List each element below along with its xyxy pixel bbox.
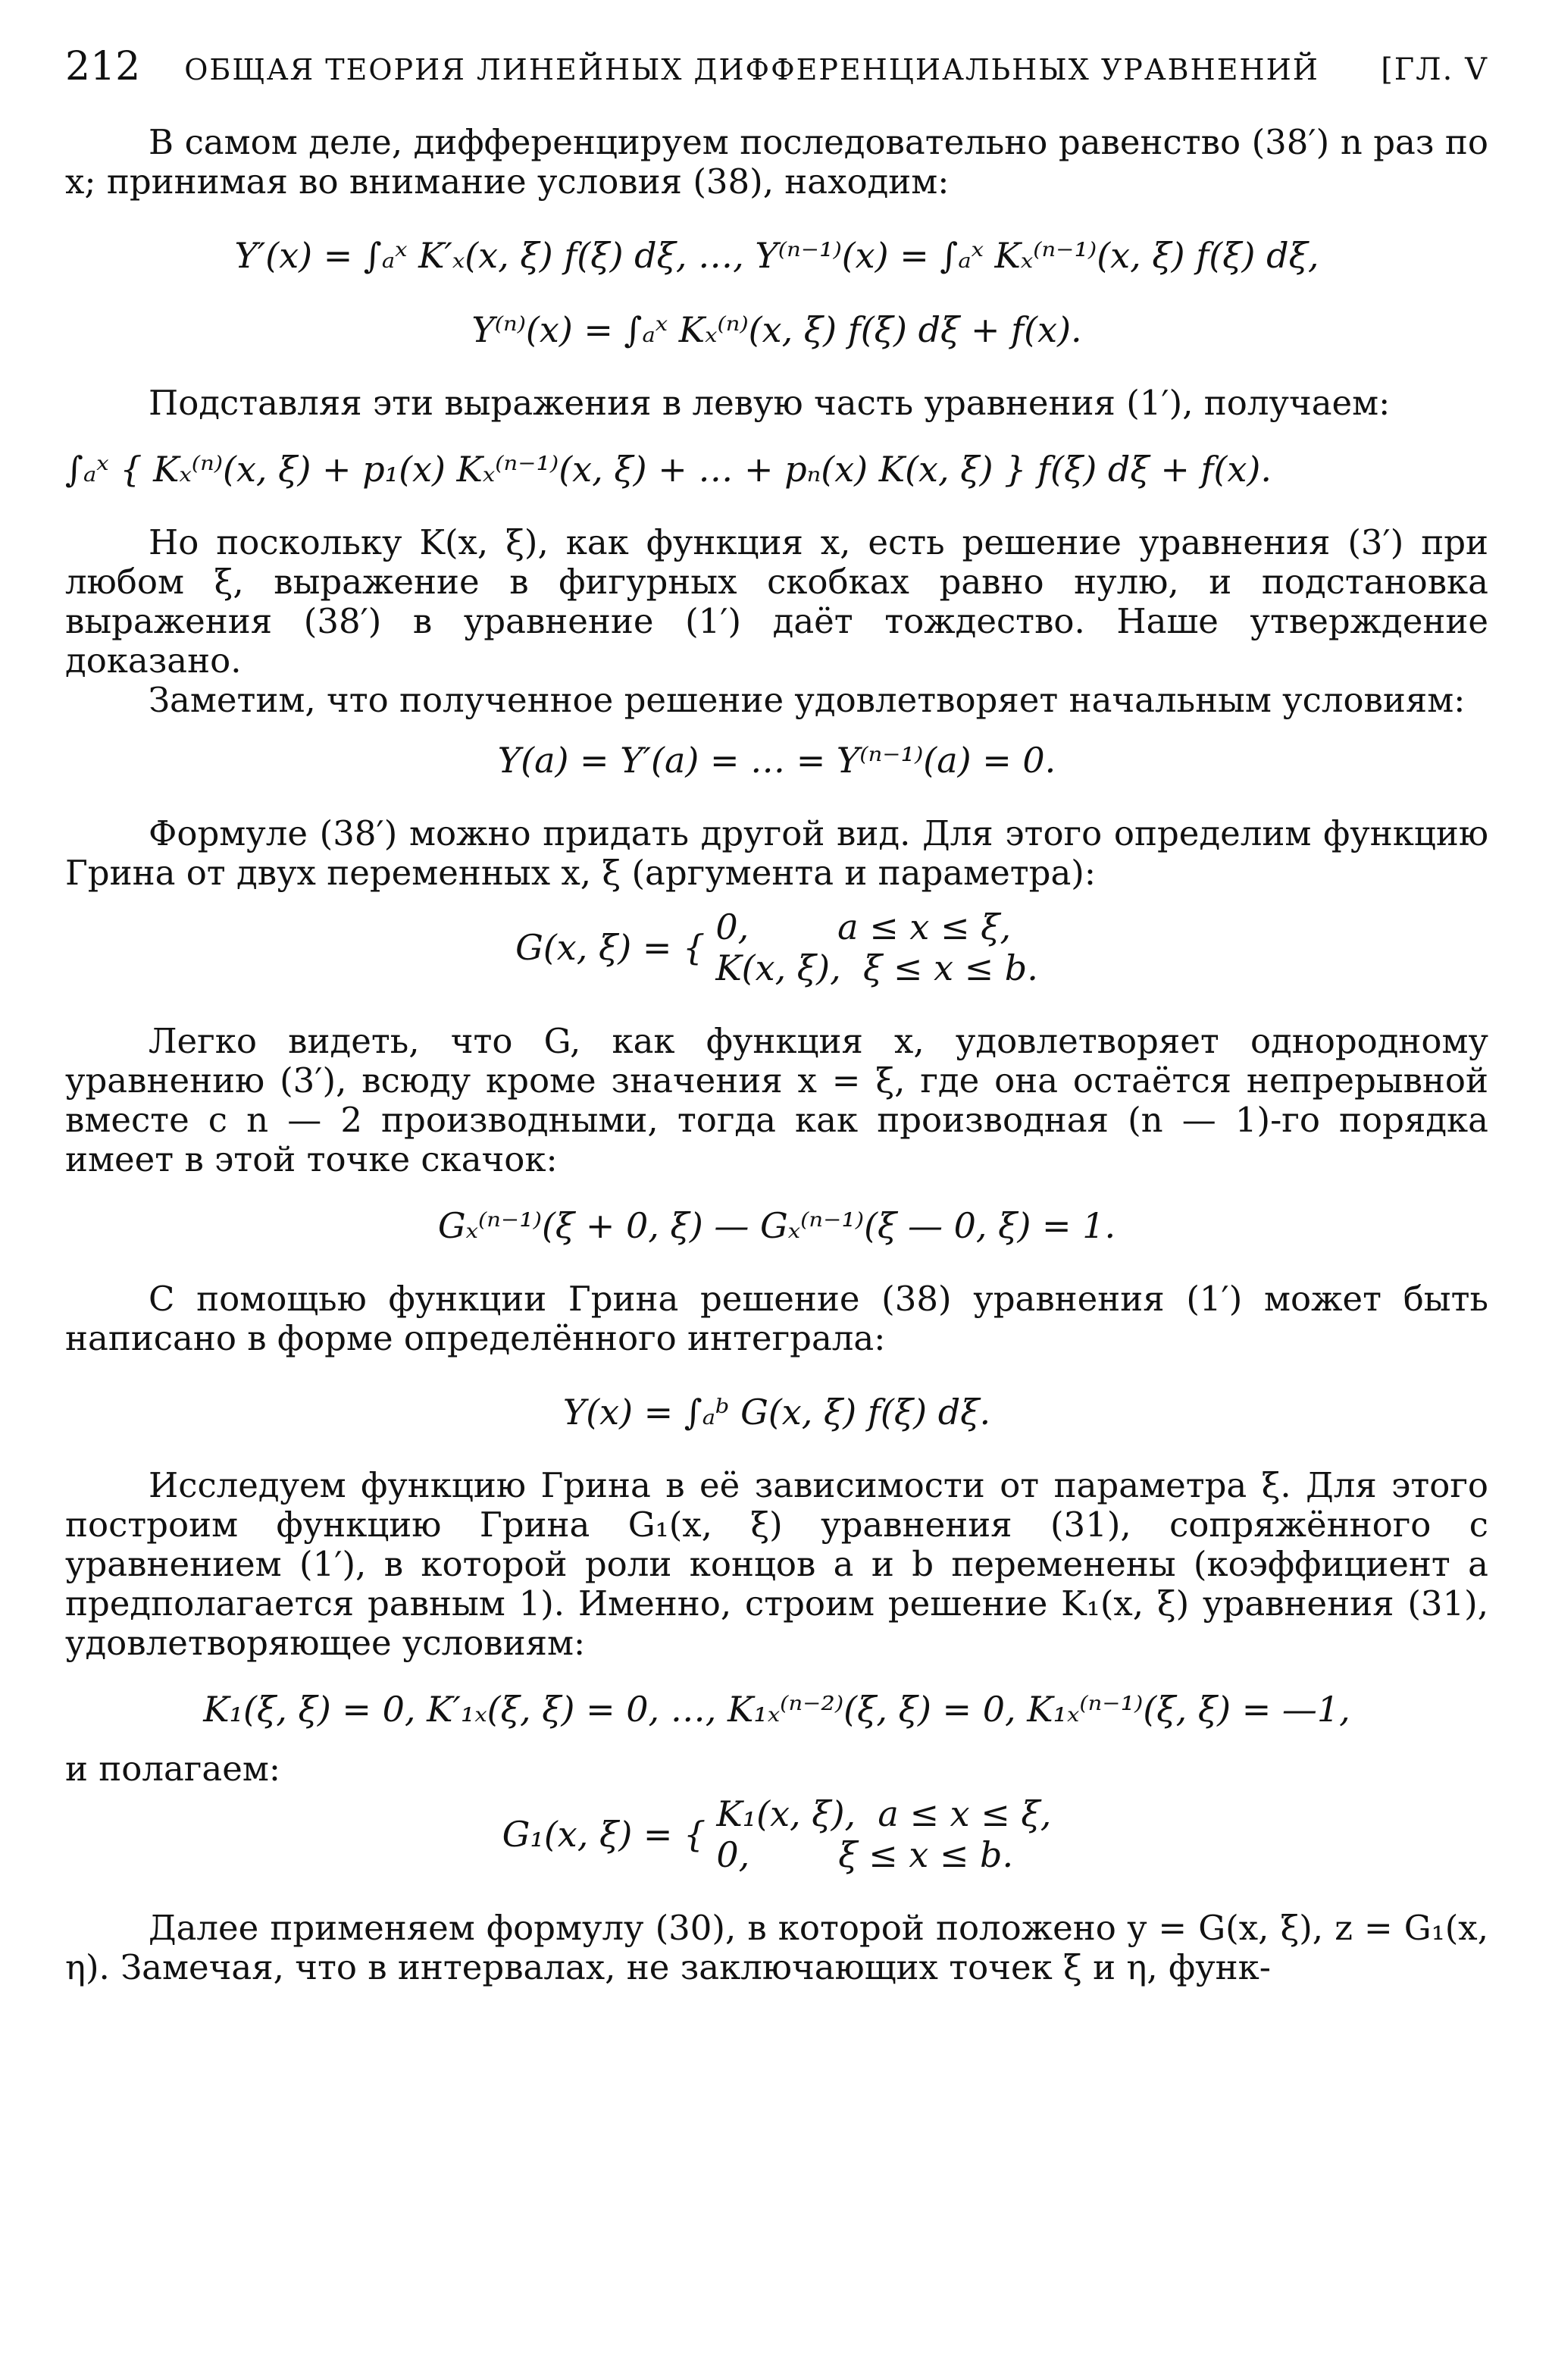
header-chapter: [ГЛ. V [1381,52,1488,87]
paragraph-6: Легко видеть, что G, как функция x, удовлетворяет однородному уравнению (3′), всюду кроме значения x = ξ, где она остаётся непрерывной вместе с n — 2 производными, тогда как производная (n — 1)-го порядка имеет в этой точке скачок: [65,1021,1488,1179]
formula-adjoint-green [65,1793,1488,1875]
paragraph-2: Подставляя эти выражения в левую часть уравнения (1′), получаем: [149,383,1391,423]
formula-green-function [65,907,1488,988]
formula-jump: Gₓ⁽ⁿ⁻¹⁾(ξ + 0, ξ) — Gₓ⁽ⁿ⁻¹⁾(ξ — 0, ξ) = 1. [437,1205,1116,1246]
formula-initial-conditions: Y(a) = Y′(a) = … = Y⁽ⁿ⁻¹⁾(a) = 0. [497,740,1056,781]
formula-derivatives: Y′(x) = ∫ₐˣ K′ₓ(x, ξ) f(ξ) dξ, …, Y⁽ⁿ⁻¹⁾(x) = ∫ₐˣ Kₓ⁽ⁿ⁻¹⁾(x, ξ) f(ξ) dξ, [234,235,1319,276]
paragraph-9: и полагаем: [65,1749,280,1789]
page-number: 212 [65,44,141,89]
paragraph-3: Но поскольку K(x, ξ), как функция x, есть решение уравнения (3′) при любом ξ, выражение в фигурных скобках равно нулю, и подстановка выражения (38′) в уравнение (1′) даёт тождество. Наше утверждение доказано. [65,522,1488,681]
paragraph-1: В самом деле, дифференцируем последовательно равенство (38′) n раз по x; принимая во внимание условия (38), находим: [65,122,1488,202]
paragraph-5: Формуле (38′) можно придать другой вид. Для этого определим функцию Грина от двух переменных x, ξ (аргумента и параметра): [65,813,1488,893]
green-function-cases [715,907,1038,988]
adjoint-case-2: 0, ξ ≤ x ≤ b. [716,1834,1014,1875]
adjoint-green-cases [716,1793,1051,1875]
formula-nth-derivative: Y⁽ⁿ⁾(x) = ∫ₐˣ Kₓ⁽ⁿ⁾(x, ξ) f(ξ) dξ + f(x). [471,309,1082,350]
formula-substitution: ∫ₐˣ { Kₓ⁽ⁿ⁾(x, ξ) + p₁(x) Kₓ⁽ⁿ⁻¹⁾(x, ξ) + … + pₙ(x) K(x, ξ) } f(ξ) dξ + f(x). [65,449,1272,490]
formula-adjoint-conditions: K₁(ξ, ξ) = 0, K′₁ₓ(ξ, ξ) = 0, …, K₁ₓ⁽ⁿ⁻²⁾(ξ, ξ) = 0, K₁ₓ⁽ⁿ⁻¹⁾(ξ, ξ) = —1, [203,1689,1350,1730]
green-function-lhs: G(x, ξ) = { [515,927,706,968]
formula-green-integral: Y(x) = ∫ₐᵇ G(x, ξ) f(ξ) dξ. [562,1392,991,1433]
adjoint-case-1: K₁(x, ξ), a ≤ x ≤ ξ, [716,1793,1052,1834]
green-case-1: 0, a ≤ x ≤ ξ, [715,907,1012,947]
paragraph-7: С помощью функции Грина решение (38) уравнения (1′) может быть написано в форме определённого интеграла: [65,1279,1488,1358]
paragraph-4: Заметим, что полученное решение удовлетворяет начальным условиям: [149,680,1466,720]
paragraph-10: Далее применяем формулу (30), в которой положено y = G(x, ξ), z = G₁(x, η). Замечая, что в интервалах, не заключающих точек ξ и η, функ- [65,1908,1488,1987]
running-header [65,44,1488,89]
adjoint-green-lhs: G₁(x, ξ) = { [502,1814,706,1855]
green-case-2: K(x, ξ), ξ ≤ x ≤ b. [715,947,1038,988]
paragraph-8: Исследуем функцию Грина в её зависимости от параметра ξ. Для этого построим функцию Грина G₁(x, ξ) уравнения (31), сопряжённого с уравнением (1′), в которой роли концов a и b переменены (коэффициент a предполагается равным 1). Именно, строим решение K₁(x, ξ) уравнения (31), удовлетворяющее условиям: [65,1465,1488,1663]
header-title: ОБЩАЯ ТЕОРИЯ ЛИНЕЙНЫХ ДИФФЕРЕНЦИАЛЬНЫХ УРАВНЕНИЙ [184,53,1319,86]
